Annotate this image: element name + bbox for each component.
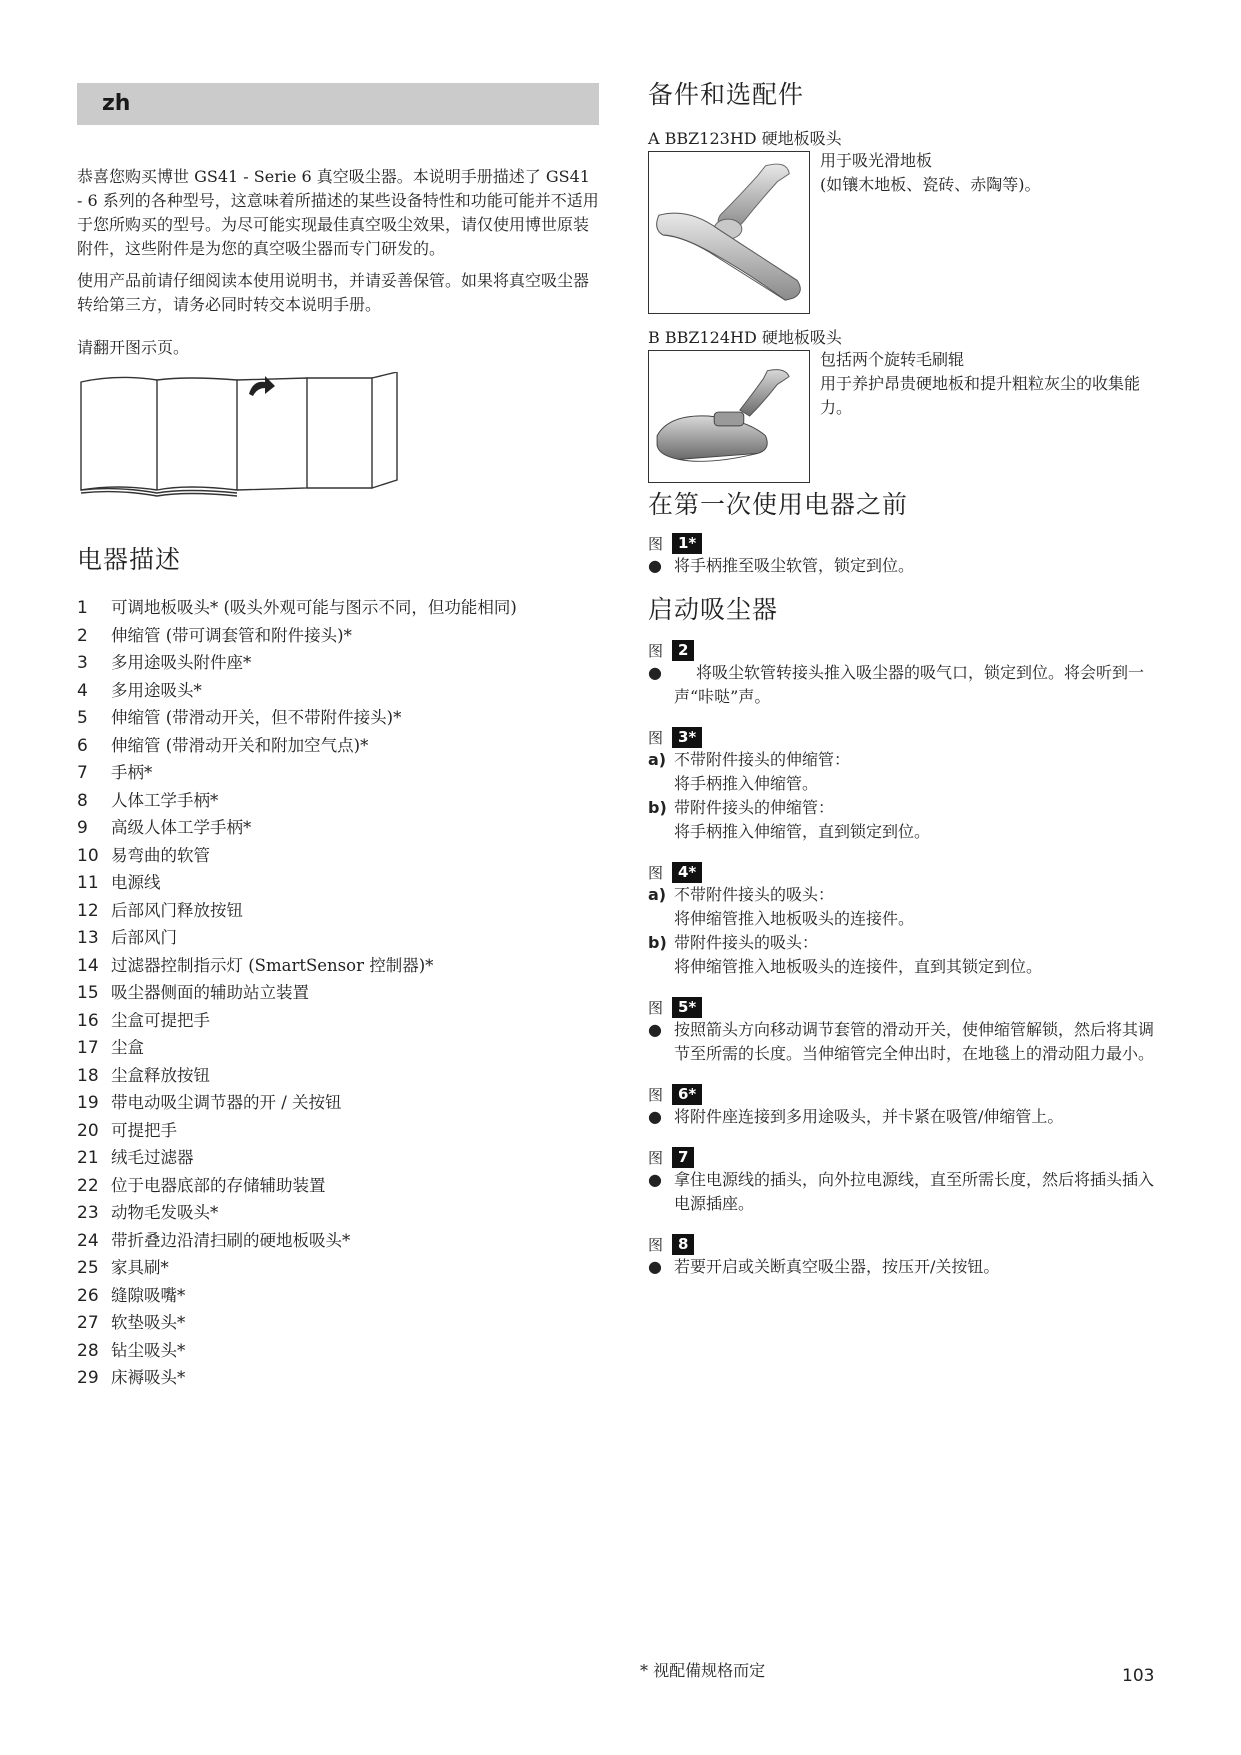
list-item: 13 后部风门 [77, 928, 177, 948]
figure-badge: 8 [672, 1234, 694, 1255]
list-item: 24 带折叠边沿清扫刷的硬地板吸头* [77, 1230, 351, 1251]
list-item: 5 伸缩管 (带滑动开关，但不带附件接头)* [77, 708, 402, 728]
list-item: 7 手柄* [77, 763, 153, 783]
list-item: 10 易弯曲的软管 [77, 845, 210, 866]
list-item: 3 多用途吸头附件座* [77, 653, 252, 673]
figure-2-label: 图 2 [648, 640, 1168, 661]
list-item: 4 多用途吸头* [77, 680, 202, 701]
list-item: 2 伸缩管 (带可调套管和附件接头)* [77, 625, 352, 646]
hard-floor-nozzle-b-image [648, 350, 810, 483]
step: ● 将手柄推至吸尘软管，锁定到位。 [648, 556, 915, 575]
accessory-b-line-1: 包括两个旋转毛刷辊 [820, 350, 965, 369]
list-item: 1 可调地板吸头* (吸头外观可能与图示不同，但功能相同) [77, 598, 517, 618]
list-item: 11 电源线 [77, 873, 161, 893]
list-item: 16 尘盒可提把手 [77, 1010, 210, 1031]
intro-paragraph-1: 恭喜您购买博世 GS41 - Serie 6 真空吸尘器。本说明手册描述了 GS41 - 6 系列的各种型号，这意味着所描述的某些设备特性和功能可能并不适用于您所购买的型号。为尽可能实现最佳真空吸尘效果，请仅使用博世原装附件，这些附件是为您的真空吸尘器而专门研发的。 [77, 167, 599, 258]
accessories-title: 备件和选配件 [648, 80, 805, 109]
right-column [648, 75, 1168, 1279]
accessory-a-line-2: (如镶木地板、瓷砖、赤陶等)。 [820, 175, 1041, 194]
step: ● 按照箭头方向移动调节套管的滑动开关，使伸缩管解锁，然后将其调节至所需的长度。当伸缩管完全伸出时，在地毯上的滑动阻力最小。 [648, 1020, 1155, 1063]
fold-out-booklet-illustration [77, 372, 407, 500]
step: a) 不带附件接头的伸缩管： [648, 750, 851, 769]
list-item: 6 伸缩管 (带滑动开关和附加空气点)* [77, 735, 369, 756]
list-item: 28 钻尘吸头* [77, 1340, 186, 1361]
accessory-a-line-1: 用于吸光滑地板 [820, 151, 933, 170]
list-item: 29 床褥吸头* [77, 1368, 186, 1388]
hard-floor-nozzle-a-image [648, 151, 810, 314]
list-item: 21 绒毛过滤器 [77, 1148, 194, 1168]
before-first-use-title: 在第一次使用电器之前 [648, 490, 909, 519]
figure-3-label: 图 3* [648, 727, 1168, 748]
list-item: 8 人体工学手柄* [77, 790, 219, 811]
figure-badge: 4* [672, 862, 702, 883]
figure-1-label: 图 1* [648, 533, 1168, 554]
language-header: zh [77, 83, 599, 125]
list-item: 22 位于电器底部的存储辅助装置 [77, 1175, 326, 1196]
turn-page-note: 请翻开图示页。 [77, 338, 190, 357]
figure-7-label: 图 7 [648, 1147, 1168, 1168]
description-title: 电器描述 [77, 545, 182, 574]
intro-paragraph-2: 使用产品前请仔细阅读本使用说明书，并请妥善保管。如果将真空吸尘器转给第三方，请务必同时转交本说明手册。 [77, 271, 590, 314]
list-item: 27 软垫吸头* [77, 1313, 186, 1333]
intro [77, 165, 599, 317]
footnote: * 视配備规格而定 [640, 1661, 766, 1680]
parts-list [77, 594, 599, 1392]
figure-badge: 3* [672, 727, 702, 748]
list-item: 14 过滤器控制指示灯 (SmartSensor 控制器)* [77, 955, 434, 976]
step-detail: 将手柄推入伸缩管。 [674, 774, 819, 793]
step: b) 带附件接头的吸头： [648, 933, 819, 952]
list-item: 17 尘盒 [77, 1038, 144, 1058]
step: ● 拿住电源线的插头，向外拉电源线，直至所需长度，然后将插头插入电源插座。 [648, 1170, 1155, 1213]
accessory-a-label: A BBZ123HD 硬地板吸头 [648, 129, 842, 148]
list-item: 25 家具刷* [77, 1258, 169, 1278]
figure-badge: 2 [672, 640, 694, 661]
figure-badge: 6* [672, 1084, 702, 1105]
step: ● 若要开启或关断真空吸尘器，按压开/关按钮。 [648, 1257, 1000, 1276]
step: ● 将附件座连接到多用途吸头，并卡紧在吸管/伸缩管上。 [648, 1107, 1064, 1126]
list-item: 26 缝隙吸嘴* [77, 1285, 186, 1306]
accessory-a [648, 151, 1168, 314]
figure-8-label: 图 8 [648, 1234, 1168, 1255]
figure-badge: 5* [672, 997, 702, 1018]
figure-4-label: 图 4* [648, 862, 1168, 883]
list-item: 12 后部风门释放按钮 [77, 900, 243, 921]
figure-badge: 7 [672, 1147, 694, 1168]
step-detail: 将伸缩管推入地板吸头的连接件，直到其锁定到位。 [674, 957, 1043, 976]
step: a) 不带附件接头的吸头： [648, 885, 835, 904]
figure-6-label: 图 6* [648, 1084, 1168, 1105]
accessory-b [648, 350, 1168, 483]
list-item: 23 动物毛发吸头* [77, 1203, 219, 1223]
step-detail: 将手柄推入伸缩管，直到锁定到位。 [674, 822, 931, 841]
step-detail: 将伸缩管推入地板吸头的连接件。 [674, 909, 915, 928]
start-title: 启动吸尘器 [648, 595, 779, 624]
list-item: 9 高级人体工学手柄* [77, 818, 252, 838]
accessory-b-label: B BBZ124HD 硬地板吸头 [648, 328, 842, 347]
step: b) 带附件接头的伸缩管： [648, 798, 835, 817]
page-number: 103 [1122, 1666, 1155, 1686]
step: ● 将吸尘软管转接头推入吸尘器的吸气口，锁定到位。将会听到一声“咔哒”声。 [648, 663, 1145, 706]
accessory-b-line-2: 用于养护昂贵硬地板和提升粗粒灰尘的收集能力。 [820, 374, 1141, 417]
list-item: 15 吸尘器侧面的辅助站立装置 [77, 983, 309, 1003]
left-column [77, 83, 599, 1392]
list-item: 19 带电动吸尘调节器的开 / 关按钮 [77, 1093, 342, 1113]
list-item: 18 尘盒释放按钮 [77, 1065, 210, 1086]
figure-5-label: 图 5* [648, 997, 1168, 1018]
list-item: 20 可提把手 [77, 1120, 177, 1141]
figure-badge: 1* [672, 533, 702, 554]
